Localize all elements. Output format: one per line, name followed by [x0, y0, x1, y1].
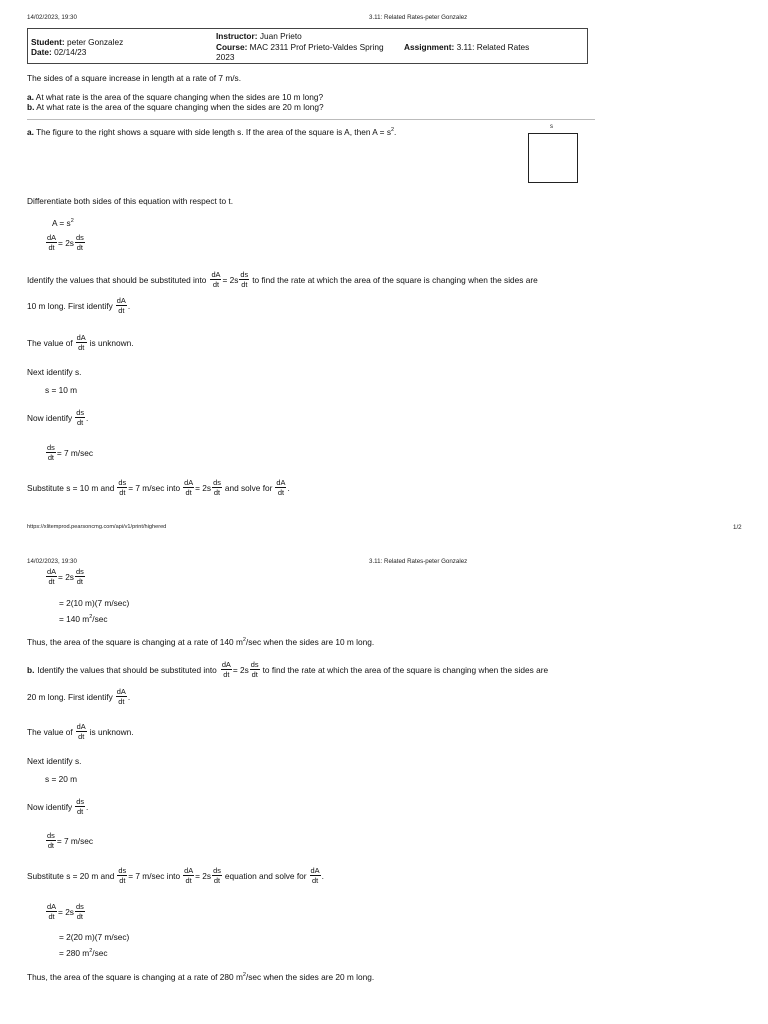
fraction-numerator: dA — [116, 687, 126, 696]
fraction-dA-dt — [183, 479, 194, 497]
value-of-text: The value of — [27, 337, 73, 348]
area-equation-text: A = s — [52, 218, 71, 228]
identify-text: to find the rate at which the area of the square is changing when the sides are — [252, 274, 538, 285]
period: . — [287, 482, 290, 493]
fraction-denominator: dt — [47, 841, 54, 851]
assignment-label: Assignment: — [404, 42, 455, 52]
question-b-label: b. — [27, 102, 35, 112]
part-a-intro-text: The figure to the right shows a square with side length s. If the area of the square is A, then A = s — [36, 127, 391, 137]
fraction-denominator: dt — [213, 876, 221, 886]
identify-text: 20 m long. First identify — [27, 691, 113, 702]
fraction-denominator: dt — [251, 670, 258, 680]
fraction-numerator: dA — [221, 660, 231, 669]
course-label: Course: — [216, 42, 248, 52]
fraction-denominator: dt — [77, 418, 84, 428]
instructor-value: Juan Prieto — [259, 31, 302, 41]
student-line — [31, 37, 123, 47]
fraction-denominator: dt — [48, 912, 55, 922]
fraction-dA-dt — [46, 903, 57, 921]
fraction-denominator: dt — [76, 912, 83, 922]
part-b-label: b. — [27, 664, 35, 675]
next-identify-s: Next identify s. — [27, 756, 82, 766]
assignment-line — [404, 42, 529, 52]
fraction-dA-dt — [46, 234, 57, 252]
identify-text: Identify the values that should be substituted into — [37, 664, 217, 675]
date-line — [31, 47, 86, 57]
date-value: 02/14/23 — [54, 47, 87, 57]
next-identify-s: Next identify s. — [27, 367, 82, 377]
part-a-solution-step2 — [59, 614, 108, 624]
step-text: = 140 m — [59, 614, 90, 624]
exponent: 2 — [242, 637, 246, 643]
ds-dt-value — [45, 832, 93, 850]
ds-dt-value-text: = 7 m/sec — [56, 447, 94, 458]
fraction-dA-dt — [116, 297, 127, 315]
exponent: 2 — [70, 218, 74, 224]
equals-2s: = 2s — [232, 664, 249, 675]
fraction-denominator: dt — [212, 280, 220, 290]
fraction-denominator: dt — [77, 807, 84, 817]
fraction-numerator: ds — [47, 831, 55, 840]
course-line — [216, 42, 384, 52]
now-identify-line — [27, 798, 88, 816]
fraction-numerator: dA — [76, 333, 86, 342]
fraction-dA-dt — [221, 661, 232, 679]
step-text: /sec — [92, 614, 108, 624]
part-a-unknown-line — [27, 334, 134, 352]
exponent: 2 — [89, 948, 93, 954]
part-b-solution-step2 — [59, 948, 108, 958]
fraction-dA-dt — [210, 271, 221, 289]
now-identify-text: Now identify — [27, 412, 73, 423]
period: . — [86, 412, 89, 423]
fraction-numerator: dA — [211, 270, 221, 279]
course-value-cont: 2023 — [216, 52, 235, 62]
fraction-numerator: ds — [240, 270, 249, 279]
part-a-identify-line — [27, 271, 538, 289]
ds-dt-value-text: = 7 m/sec — [56, 835, 94, 846]
part-b-conclusion — [27, 972, 374, 982]
fraction-numerator: ds — [76, 797, 85, 806]
exponent: 2 — [390, 127, 395, 133]
fraction-denominator: dt — [311, 876, 319, 886]
fraction-numerator: dA — [76, 722, 86, 731]
fraction-ds-dt — [75, 234, 85, 252]
equals-2s: = 2s — [195, 482, 212, 493]
fraction-denominator: dt — [277, 488, 285, 498]
ds-dt-value — [45, 444, 93, 462]
fraction-numerator: ds — [213, 866, 221, 875]
fraction-denominator: dt — [78, 343, 85, 353]
fraction-dA-dt — [76, 723, 87, 741]
part-a-solution-step1: = 2(10 m)(7 m/sec) — [59, 598, 130, 608]
fraction-denominator: dt — [48, 577, 55, 587]
fraction-denominator: dt — [76, 243, 83, 253]
equals-2s: = 2s — [58, 906, 74, 917]
period: . — [127, 300, 131, 311]
instructor-label: Instructor: — [216, 31, 258, 41]
substitute-text: Substitute s = 20 m and — [27, 870, 115, 881]
question-a-text: At what rate is the area of the square changing when the sides are 10 m long? — [35, 92, 324, 102]
fraction-numerator: ds — [118, 478, 127, 487]
s-value: s = 20 m — [45, 774, 78, 784]
print-timestamp: 14/02/2023, 19:30 — [27, 14, 77, 21]
fraction-dA-dt — [116, 688, 127, 706]
value-of-text: The value of — [27, 726, 73, 737]
fraction-numerator: dA — [47, 567, 57, 576]
fraction-numerator: ds — [76, 408, 85, 417]
question-b-text: At what rate is the area of the square changing when the sides are 20 m long? — [36, 102, 324, 112]
fraction-ds-dt — [46, 832, 56, 850]
fraction-denominator: dt — [76, 577, 83, 587]
instructor-line — [216, 31, 302, 41]
fraction-denominator: dt — [119, 488, 126, 498]
fraction-numerator: ds — [75, 233, 84, 242]
fraction-ds-dt — [239, 271, 249, 289]
conclusion-text: /sec when the sides are 20 m long. — [245, 972, 375, 982]
part-b-identify-line — [27, 661, 548, 679]
fraction-dA-dt — [275, 479, 286, 497]
fraction-numerator: dA — [276, 478, 286, 487]
unknown-text: is unknown. — [89, 337, 134, 348]
fraction-ds-dt — [46, 444, 56, 462]
fraction-numerator: dA — [184, 478, 194, 487]
question-a — [27, 92, 323, 102]
exponent: 2 — [242, 972, 246, 978]
fraction-numerator: dA — [184, 866, 194, 875]
fraction-numerator: ds — [75, 567, 84, 576]
fraction-numerator: ds — [250, 660, 259, 669]
part-a-substitute-line — [27, 479, 290, 497]
fraction-denominator: dt — [185, 876, 192, 886]
fraction-ds-dt — [212, 479, 222, 497]
substitute-text: = 7 m/sec into — [128, 482, 181, 493]
now-identify-line — [27, 409, 88, 427]
part-b-solution-step1: = 2(20 m)(7 m/sec) — [59, 932, 130, 942]
fraction-numerator: ds — [213, 478, 221, 487]
fraction-ds-dt — [117, 867, 127, 885]
fraction-dA-dt — [183, 867, 194, 885]
fraction-denominator: dt — [48, 243, 55, 253]
substitute-text: Substitute s = 10 m and — [27, 482, 115, 493]
assignment-value: 3.11: Related Rates — [456, 42, 530, 52]
step-text: = 280 m — [59, 948, 90, 958]
fraction-ds-dt — [75, 568, 85, 586]
identify-text: 10 m long. First identify — [27, 300, 113, 311]
print-title: 3.11: Related Rates-peter Gonzalez — [369, 14, 468, 21]
unknown-text: is unknown. — [89, 726, 134, 737]
conclusion-text: Thus, the area of the square is changing at a rate of 140 m — [27, 637, 243, 647]
figure-side-label: s — [550, 124, 553, 130]
differentiate-instruction: Differentiate both sides of this equation with respect to t. — [27, 196, 234, 206]
print-timestamp: 14/02/2023, 19:30 — [27, 558, 77, 565]
substitute-text: = 7 m/sec into — [128, 870, 181, 881]
equals-2s: = 2s — [195, 870, 212, 881]
equals-2s: = 2s — [222, 274, 239, 285]
page-number: 1/2 — [733, 524, 742, 531]
part-a-intro — [27, 127, 396, 137]
area-equation — [52, 218, 74, 228]
fraction-ds-dt — [212, 867, 222, 885]
fraction-denominator: dt — [47, 453, 54, 463]
question-a-label: a. — [27, 92, 34, 102]
fraction-numerator: dA — [116, 296, 126, 305]
fraction-ds-dt — [75, 903, 85, 921]
exponent: 2 — [89, 614, 93, 620]
period: . — [86, 801, 89, 812]
identify-text: to find the rate at which the area of the square is changing when the sides are — [262, 664, 549, 675]
problem-statement: The sides of a square increase in length at a rate of 7 m/s. — [27, 73, 241, 83]
part-a-first-identify — [27, 297, 130, 315]
fraction-numerator: ds — [118, 866, 127, 875]
fraction-numerator: ds — [75, 902, 84, 911]
fraction-numerator: ds — [47, 443, 55, 452]
date-label: Date: — [31, 47, 52, 57]
now-identify-text: Now identify — [27, 801, 73, 812]
fraction-denominator: dt — [223, 670, 230, 680]
fraction-dA-dt — [310, 867, 321, 885]
fraction-denominator: dt — [213, 488, 221, 498]
fraction-dA-dt — [46, 568, 57, 586]
derivative-equation — [45, 234, 86, 252]
part-a-solution-derivative — [45, 568, 86, 586]
part-a-label: a. — [27, 127, 34, 137]
part-b-first-identify — [27, 688, 130, 706]
fraction-ds-dt — [75, 798, 85, 816]
fraction-numerator: dA — [47, 902, 57, 911]
square-figure — [528, 133, 578, 183]
equals-2s: = 2s — [58, 237, 74, 248]
part-b-substitute-line — [27, 867, 324, 885]
fraction-dA-dt — [76, 334, 87, 352]
fraction-ds-dt — [75, 409, 85, 427]
fraction-denominator: dt — [241, 280, 248, 290]
conclusion-text: Thus, the area of the square is changing at a rate of 280 m — [27, 972, 243, 982]
period: . — [321, 870, 324, 881]
conclusion-text: /sec when the sides are 10 m long. — [245, 637, 375, 647]
fraction-denominator: dt — [78, 732, 85, 742]
section-divider — [27, 119, 595, 120]
student-value: peter Gonzalez — [66, 37, 124, 47]
fraction-denominator: dt — [119, 876, 126, 886]
step-text: /sec — [92, 948, 108, 958]
fraction-numerator: dA — [47, 233, 57, 242]
period: . — [127, 691, 131, 702]
question-b — [27, 102, 324, 112]
fraction-denominator: dt — [185, 488, 192, 498]
student-label: Student: — [31, 37, 65, 47]
s-value: s = 10 m — [45, 385, 78, 395]
period: . — [394, 127, 397, 137]
fraction-denominator: dt — [118, 306, 125, 316]
equals-2s: = 2s — [58, 571, 74, 582]
part-b-unknown-line — [27, 723, 134, 741]
identify-text: Identify the values that should be substituted into — [27, 274, 207, 285]
course-value: MAC 2311 Prof Prieto-Valdes Spring — [249, 42, 384, 52]
substitute-text: and solve for — [224, 482, 273, 493]
fraction-ds-dt — [117, 479, 127, 497]
part-b-solution-derivative — [45, 903, 86, 921]
part-a-conclusion — [27, 637, 374, 647]
fraction-denominator: dt — [118, 697, 125, 707]
print-title: 3.11: Related Rates-peter Gonzalez — [369, 558, 468, 565]
assignment-info-box — [27, 28, 588, 64]
fraction-ds-dt — [250, 661, 260, 679]
print-url: https://xlitemprod.pearsoncmg.com/api/v1/print/highered — [27, 524, 167, 530]
fraction-numerator: dA — [310, 866, 320, 875]
substitute-text: equation and solve for — [224, 870, 307, 881]
